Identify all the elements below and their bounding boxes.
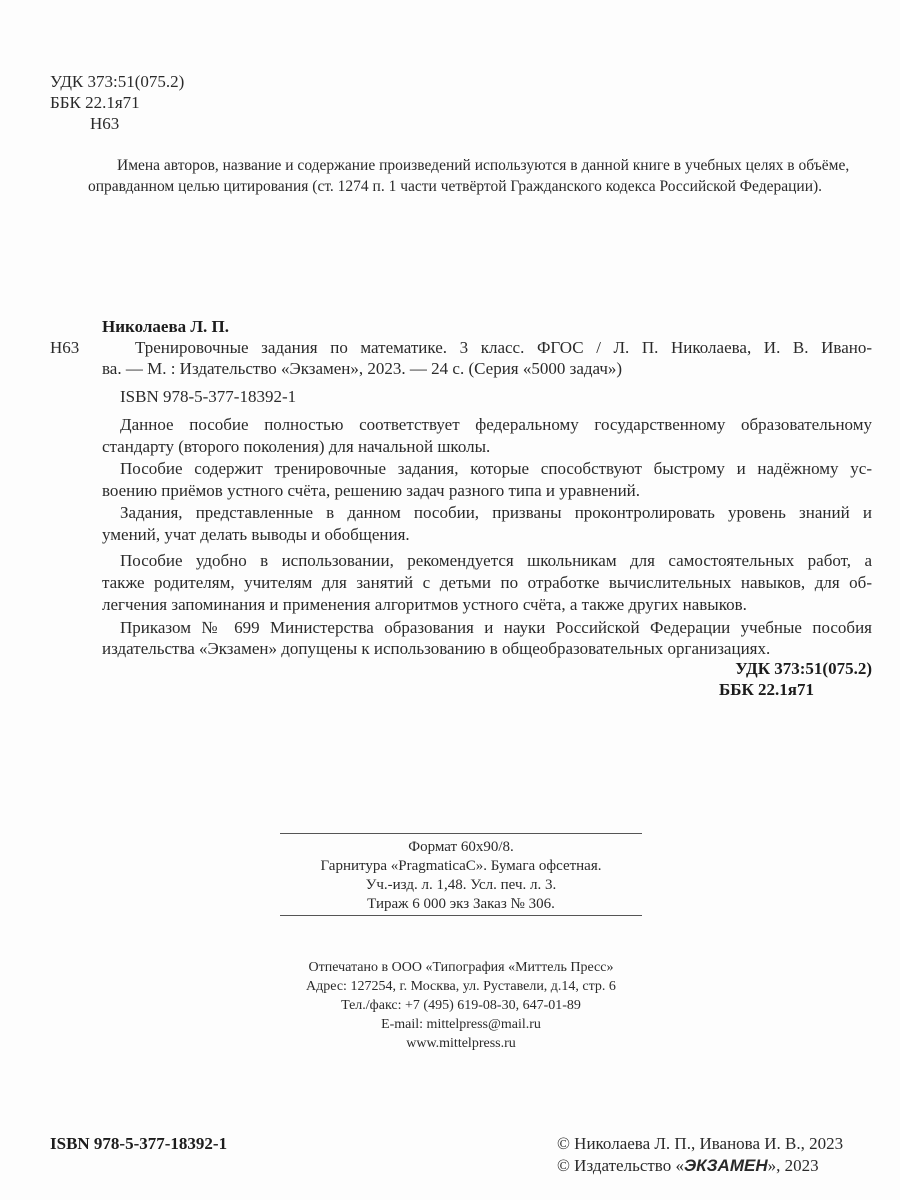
copyright-suffix: », 2023 — [767, 1156, 819, 1175]
annotation-line: легчения запоминания и применения алгоритмов устного счёта, а также других навыков. — [102, 595, 747, 614]
title-line: Тренировочные задания по математике. 3 класс. ФГОС / Л. П. Николаева, И. В. Ивано- — [135, 338, 872, 357]
copyright-prefix: © Издательство « — [557, 1156, 684, 1175]
annotation-line: воению приёмов устного счёта, решению задач разного типа и уравнений. — [102, 481, 641, 500]
imprint-details — [280, 838, 642, 914]
annotation-line: Пособие удобно в использовании, рекомендуется школьникам для самостоятельных работ, а — [120, 551, 872, 570]
imprint-line: Тираж 6 000 экз Заказ № 306. — [367, 896, 555, 912]
bbk-classification: ББК 22.1я71 — [719, 680, 815, 699]
title-line: ва. — М. : Издательство «Экзамен», 2023. — 24 с. (Серия «5000 задач») — [102, 359, 623, 378]
annotation-line: Приказом № 699 Министерства образования и науки Российской Федерации учебные пособия — [120, 618, 872, 637]
publisher-logo: ЭКЗАМЕН — [683, 1156, 768, 1175]
annotation-line: умений, учат делать выводы и обобщения. — [102, 525, 410, 544]
printer-line: Тел./факс: +7 (495) 619-08-30, 647-01-89 — [341, 998, 581, 1013]
copyright-publisher — [557, 1156, 819, 1176]
divider-bottom — [280, 915, 642, 916]
footer-isbn: ISBN 978-5-377-18392-1 — [50, 1134, 228, 1153]
annotation-line: стандарту (второго поколения) для начальной школы. — [102, 437, 491, 456]
annotation-line: Пособие содержит тренировочные задания, которые способствуют быстрому и надёжному ус- — [120, 459, 872, 478]
notice-line: Имена авторов, название и содержание произведений используются в данной книге в учебных целях в объёме, — [117, 157, 850, 174]
author-code: Н63 — [50, 338, 80, 357]
imprint-line: Уч.-изд. л. 1,48. Усл. печ. л. 3. — [365, 877, 557, 893]
bbk-header: ББК 22.1я71 — [50, 93, 140, 112]
annotation-line: издательства «Экзамен» допущены к использованию в общеобразовательных организациях. — [102, 639, 771, 658]
udk-header: УДК 373:51(075.2) — [50, 72, 185, 91]
isbn: ISBN 978-5-377-18392-1 — [120, 387, 297, 406]
notice-line: оправданном целью цитирования (ст. 1274 п. 1 части четвёртой Гражданского кодекса Российской Федерации). — [88, 178, 823, 195]
udk-classification: УДК 373:51(075.2) — [735, 659, 872, 678]
divider-top — [280, 833, 642, 834]
printer-line: Отпечатано в ООО «Типография «Миттель Пресс» — [308, 960, 614, 975]
printer-email: E-mail: mittelpress@mail.ru — [381, 1017, 541, 1032]
annotation-line: также родителям, учителям для занятий с детьми по отработке вычислительных навыков, для об- — [102, 573, 872, 592]
printer-website: www.mittelpress.ru — [406, 1036, 516, 1051]
author-code-header: Н63 — [90, 114, 120, 133]
imprint-line: Формат 60x90/8. — [408, 839, 514, 855]
author-name: Николаева Л. П. — [102, 317, 230, 336]
printer-line: Адрес: 127254, г. Москва, ул. Руставели, д.14, стр. 6 — [306, 979, 616, 994]
printer-info — [260, 958, 662, 1053]
annotation-line: Данное пособие полностью соответствует федеральному государственному образовательному — [120, 415, 872, 434]
copyright-authors: © Николаева Л. П., Иванова И. В., 2023 — [557, 1134, 844, 1153]
annotation-line: Задания, представленные в данном пособии, призваны проконтролировать уровень знаний и — [120, 503, 872, 522]
imprint-line: Гарнитура «PragmaticaC». Бумага офсетная. — [320, 858, 602, 874]
